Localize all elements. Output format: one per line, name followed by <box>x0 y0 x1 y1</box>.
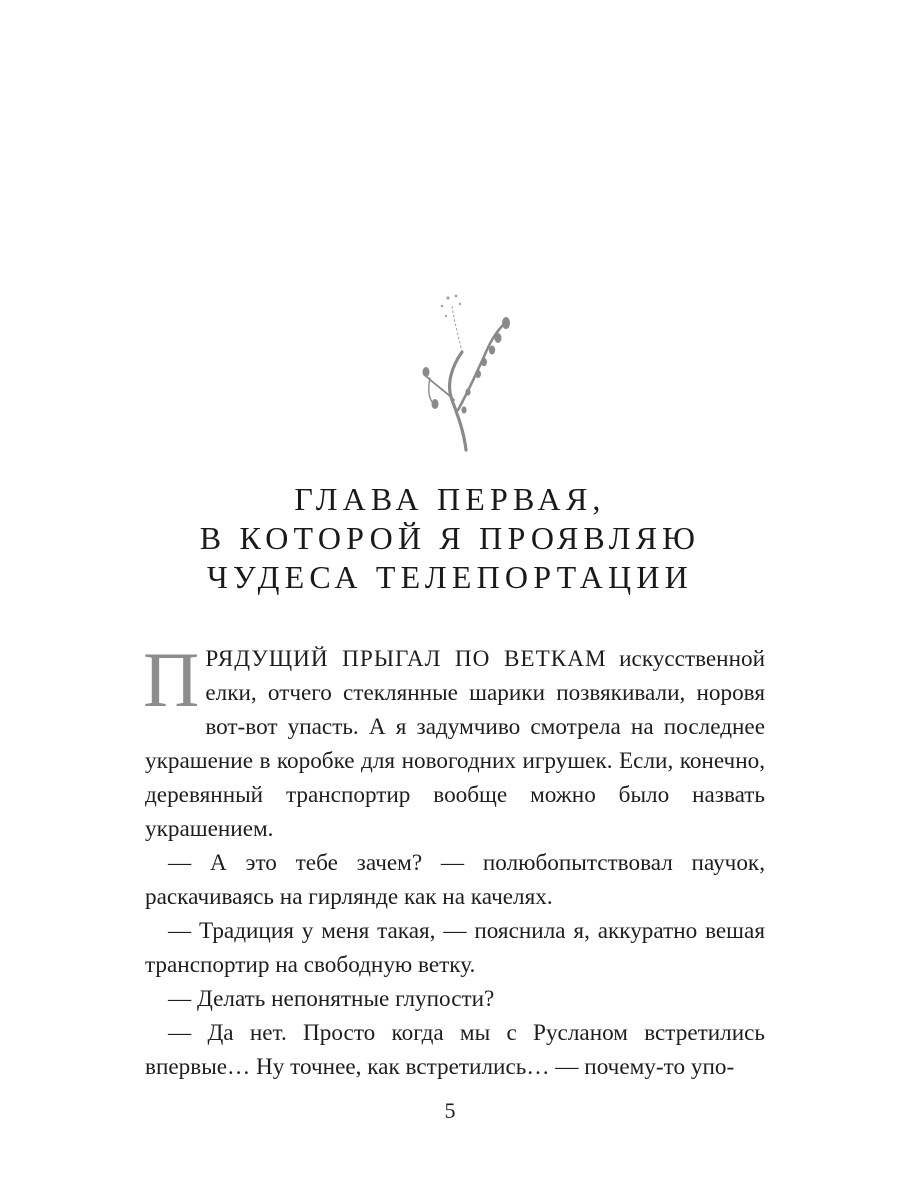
page-number: 5 <box>444 1098 456 1123</box>
paragraph-lead: РЯДУЩИЙ ПРЫГАЛ ПО ВЕТКАМ <box>205 646 607 672</box>
paragraph-1 <box>143 636 766 846</box>
chapter-title <box>0 480 900 597</box>
chapter-title-line-2: В КОТОРОЙ Я ПРОЯВЛЯЮ <box>199 520 701 556</box>
chapter-title-line-1: ГЛАВА ПЕРВАЯ, <box>294 481 606 517</box>
flower-sprig-icon <box>408 292 518 452</box>
paragraph-4: — Делать непонятные глупости? <box>168 986 495 1012</box>
drop-cap: П <box>143 636 200 723</box>
paragraph-1-text: искусственной елки, отчего стеклянные шарики позвякивали, норовя вот-вот упасть. А я задумчиво смотрела на последнее украшение в коробке для новогодних игрушек. Если, конечно, деревянный транспортир вообще можно было назвать украшением. <box>145 646 766 842</box>
body-text <box>143 636 766 1084</box>
paragraph-5: — Да нет. Просто когда мы с Русланом встретились впервые… Ну точнее, как встретились… — почему-то упо- <box>145 1020 765 1080</box>
paragraph-3: — Традиция у меня такая, — пояснила я, аккуратно вешая транспортир на свободную ветку. <box>145 918 765 978</box>
paragraph-2: — А это тебе зачем? — полюбопытствовал паучок, раскачиваясь на гирлянде как на качелях. <box>145 850 765 910</box>
chapter-title-line-3: ЧУДЕСА ТЕЛЕПОРТАЦИИ <box>207 559 693 595</box>
